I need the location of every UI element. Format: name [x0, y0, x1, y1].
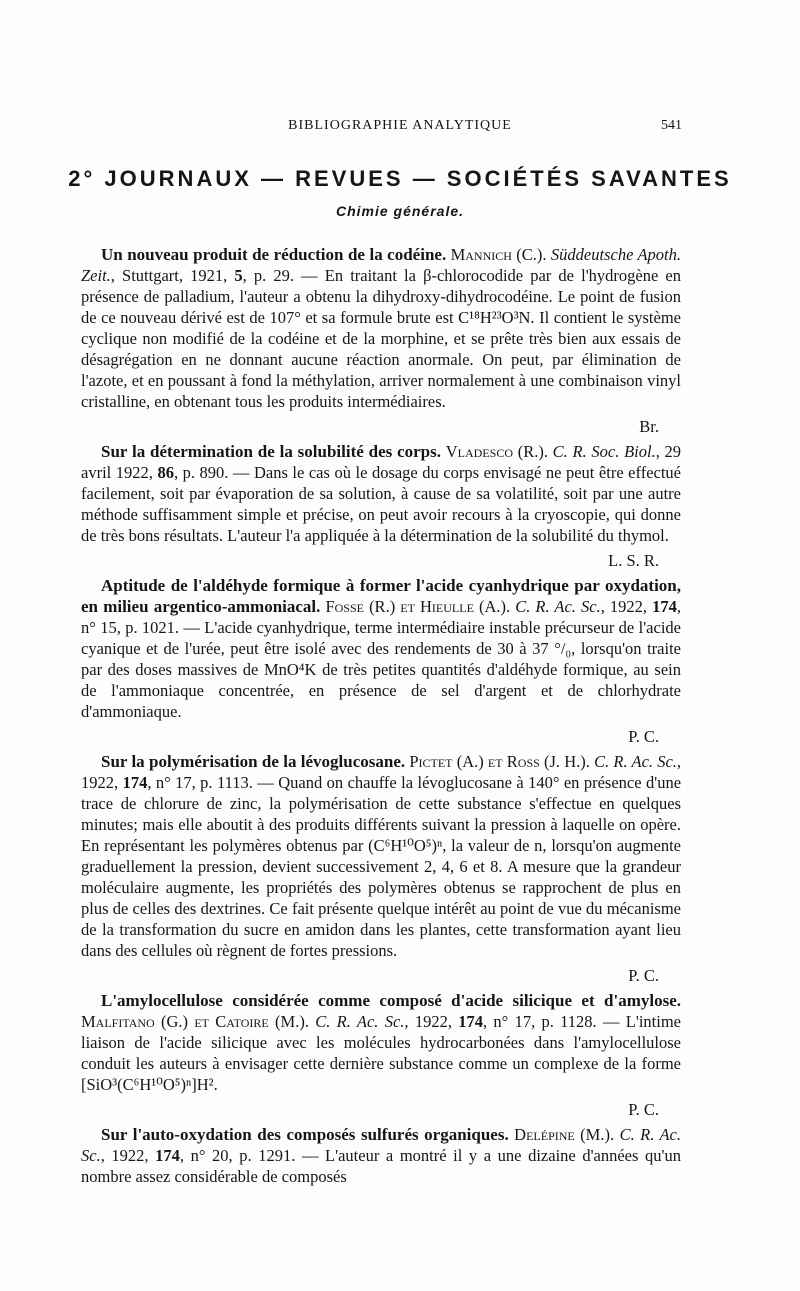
entry-volume: 174: [155, 1146, 180, 1165]
entry-citation-end: , n° 20, p. 1291. —: [179, 1146, 326, 1165]
entry-authors: Vladesco (R.).: [445, 442, 548, 461]
entry-authors: Mannich (C.).: [450, 245, 547, 264]
entry-citation: , 1922,: [81, 752, 682, 792]
running-title: BIBLIOGRAPHIE ANALYTIQUE: [288, 118, 512, 133]
entry-authors: Fosse (R.) et Hieulle (A.).: [325, 597, 511, 616]
entry-journal: C. R. Ac. Sc.: [515, 597, 601, 616]
entry-citation: , Stuttgart, 1921,: [110, 266, 235, 285]
bibliography-entry: [81, 990, 681, 1095]
entry-volume: 5: [234, 266, 243, 285]
entry-journal: C. R. Ac. Sc.: [315, 1012, 405, 1031]
entry-signature: L. S. R.: [608, 551, 659, 570]
entry-signature: P. C.: [628, 966, 659, 985]
entry-abstract: Quand on chauffe la lévoglucosane à 140° en présence d'une trace de chlorure de zinc, la polymérisation de cette substance s'effectue en quelques minutes; mais elle aboutit à des produits différents suivant la pression à laquelle on opère. En représentant les polymères obtenus par (C⁶H¹⁰O⁵)ⁿ, la valeur de n, lorsqu'on augmente graduellement la pression, devient successivement 2, 4, 6 et 8. A mesure que la grandeur moléculaire augmente, les propriétés des polymères obtenus se rapprochent de plus en plus de celles des dextrines. Ce fait présente quelque intérêt au point de vue du mécanisme de la transformation du sucre en amidon dans les plantes, cette transformation ayant lieu dans des cellules où règnent de fortes pressions.: [81, 773, 682, 960]
entry-volume: 174: [652, 597, 677, 616]
entry-citation: , 1922,: [404, 1012, 459, 1031]
bibliography-entry: [81, 575, 681, 722]
entry-citation-end: , n° 17, p. 1128. —: [483, 1012, 626, 1031]
entry-volume: 86: [157, 463, 174, 482]
entry-journal: C. R. Soc. Biol.: [552, 442, 656, 461]
entry-authors: Malfitano (G.) et Catoire (M.).: [81, 1012, 309, 1031]
entry-signature: Br.: [639, 417, 659, 436]
entry-title: Sur la polymérisation de la lévoglucosane.: [101, 752, 406, 771]
running-head: [0, 118, 800, 138]
entry-citation: , 29 avril 1922,: [81, 442, 682, 482]
entry-citation-end: , n° 15, p. 1021. —: [81, 597, 681, 637]
entry-abstract: Dans le cas où le dosage du corps envisagé ne peut être effectué facilement, soit par évaporation de sa solution, à cause de sa volatilité, soit par une autre méthode suffisamment simple et précise, on peut avoir recours à la cryoscopie, qui donne de très bons résultats. L'auteur l'a appliquée à la détermination de la solubilité du thymol.: [81, 463, 681, 545]
bibliography-entry: [81, 1124, 681, 1187]
entry-citation-end: , n° 17, p. 1113. —: [147, 773, 279, 792]
entry-signature: P. C.: [628, 1100, 659, 1119]
entry-journal: C. R. Ac. Sc.: [594, 752, 677, 771]
bibliography-entry: [81, 441, 681, 546]
bibliography-entry: [81, 751, 681, 961]
bibliography-entry: [81, 244, 681, 412]
entry-journal: Süddeutsche Apoth. Zeit.: [81, 245, 682, 285]
entry-title: Sur la détermination de la solubilité des corps.: [101, 442, 442, 461]
entry-citation: , 1922,: [600, 597, 653, 616]
entry-volume: 174: [122, 773, 148, 792]
entry-abstract: En traitant la β-chlorocodide par de l'hydrogène en présence de palladium, l'auteur a obtenu la dihydroxy-dihydrocodéine. Le point de fusion de ce nouveau dérivé est de 107° et sa formule brute est C¹⁸H²³O³N. Il contient le système cyclique non modifié de la codéine et de la morphine, et se prête très bien aux essais de désagrégation en ne donnant aucune réaction anormale. On peut, par élimination de l'azote, et en poussant à fond la méthylation, arriver normalement à une combinaison vinyl cristalline, en obtenant tous les produits intermédiaires.: [81, 266, 682, 411]
entry-abstract: L'auteur a montré il y a une dizaine d'années qu'un nombre assez considérable de composés: [81, 1146, 681, 1186]
entry-title: L'amylocellulose considérée comme composé d'acide silicique et d'amylose.: [101, 991, 681, 1010]
subsection-title: Chimie générale.: [335, 203, 465, 219]
entry-title: Sur l'auto-oxydation des composés sulfurés organiques.: [101, 1125, 509, 1144]
entry-abstract: L'intime liaison de l'acide silicique avec les molécules hydrocarbonées dans l'amylocellulose conduit les auteurs à envisager cette dernière substance comme un complexe de la forme [SiO³(C⁶H¹⁰O⁵)ⁿ]H².: [81, 1012, 681, 1094]
entry-authors: Pictet (A.) et Ross (J. H.).: [409, 752, 590, 771]
entry-authors: Delépine (M.).: [514, 1125, 615, 1144]
entry-journal: C. R. Ac. Sc.: [81, 1125, 682, 1165]
entry-volume: 174: [458, 1012, 483, 1031]
entry-title: Aptitude de l'aldéhyde formique à former l'acide cyanhydrique par oxydation, en milieu argentico-ammoniacal.: [81, 576, 681, 616]
bibliography-entries: [81, 244, 681, 1191]
page-number: 541: [661, 118, 682, 133]
entry-citation-end: , p. 29. —: [242, 266, 325, 285]
entry-signature: P. C.: [628, 727, 659, 746]
entry-abstract: L'acide cyanhydrique, terme intermédiaire instable précurseur de l'acide cyanique et de l'urée, peut être isolé avec des rendements de 30 à 37 °/₀, lorsqu'on traite par des doses massives de MnO⁴K de très petites quantités d'aldéhyde formique, au sein de l'ammoniaque concentrée, en présence de sel d'argent et de chlorhydrate d'ammoniaque.: [81, 618, 681, 721]
entry-citation: , 1922,: [100, 1146, 156, 1165]
section-title: 2° JOURNAUX — REVUES — SOCIÉTÉS SAVANTES: [68, 166, 732, 191]
entry-title: Un nouveau produit de réduction de la codéine.: [101, 245, 447, 264]
entry-citation-end: , p. 890. —: [173, 463, 254, 482]
